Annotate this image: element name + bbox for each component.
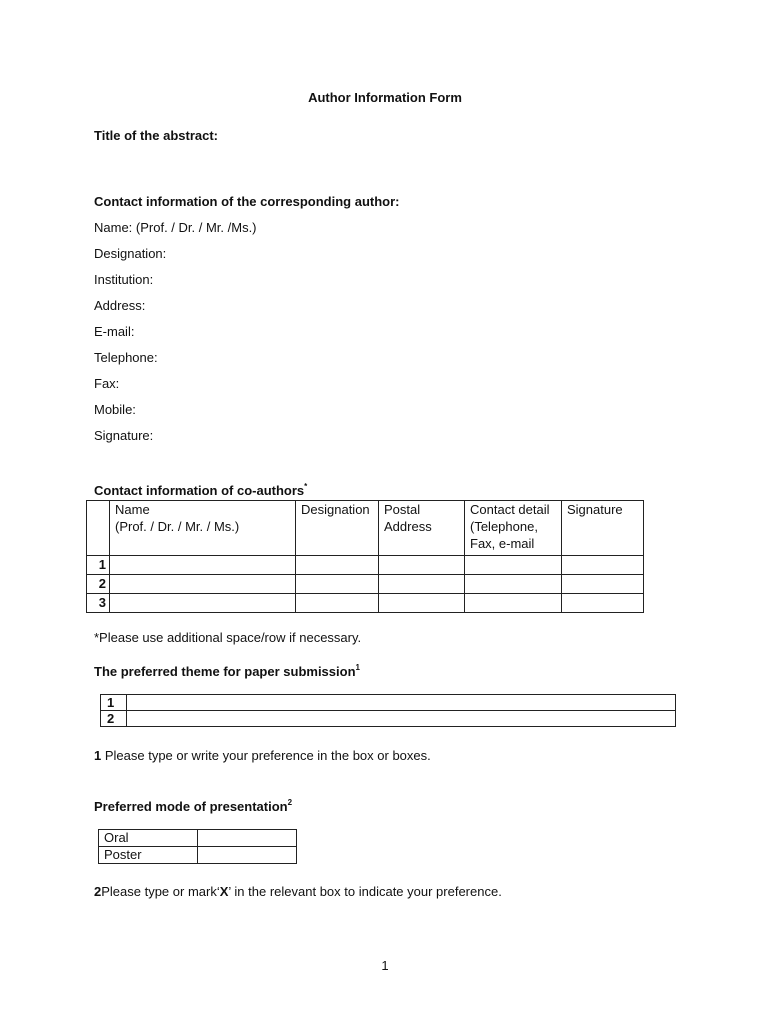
mobile-field-label: Mobile: (94, 402, 136, 417)
coauthors-note: *Please use additional space/row if necessary. (94, 630, 362, 645)
coauthors-footnote-mark: * (304, 482, 308, 491)
coauthor-address-cell[interactable] (379, 575, 465, 594)
mode-note-number: 2 (94, 884, 102, 899)
postal-address-column-header (379, 501, 465, 556)
contact-header-line3: Fax, e-mail (470, 536, 535, 551)
row-number: 3 (87, 594, 110, 613)
mode-note (94, 884, 502, 899)
mode-note-pre: Please type or mark‘ (101, 884, 220, 899)
mode-heading (94, 799, 292, 814)
coauthor-contact-cell[interactable] (465, 556, 562, 575)
name-column-header (110, 501, 296, 556)
abstract-title-label: Title of the abstract: (94, 128, 219, 143)
coauthor-contact-cell[interactable] (465, 575, 562, 594)
oral-option-label: Oral (99, 830, 198, 847)
poster-option-label: Poster (99, 847, 198, 864)
theme-note (94, 748, 431, 763)
coauthor-designation-cell[interactable] (296, 575, 379, 594)
table-row (99, 847, 297, 864)
theme-preference-cell[interactable] (127, 711, 676, 727)
coauthor-signature-cell[interactable] (562, 594, 644, 613)
poster-option-box[interactable] (198, 847, 297, 864)
coauthor-signature-cell[interactable] (562, 575, 644, 594)
table-row (87, 594, 644, 613)
contact-header-line1: Contact detail (470, 502, 550, 517)
theme-note-text: Please type or write your preference in the box or boxes. (101, 748, 431, 763)
table-row (87, 575, 644, 594)
signature-field-label: Signature: (94, 428, 154, 443)
email-field-label: E-mail: (94, 324, 135, 339)
coauthors-table (86, 500, 644, 613)
coauthor-name-cell[interactable] (110, 594, 296, 613)
coauthors-header-row (87, 501, 644, 556)
postal-header-line1: Postal (384, 502, 421, 517)
row-number: 1 (87, 556, 110, 575)
table-row (101, 711, 676, 727)
mode-heading-text: Preferred mode of presentation (94, 799, 288, 814)
coauthor-contact-cell[interactable] (465, 594, 562, 613)
page-number: 1 (381, 958, 389, 973)
table-row (101, 695, 676, 711)
theme-table (100, 694, 676, 727)
row-number-header (87, 501, 110, 556)
table-row (99, 830, 297, 847)
name-header-line1: Name (115, 502, 150, 517)
contact-detail-column-header (465, 501, 562, 556)
corresponding-author-heading: Contact information of the corresponding author: (94, 194, 400, 209)
institution-field-label: Institution: (94, 272, 154, 287)
theme-preference-cell[interactable] (127, 695, 676, 711)
row-number: 2 (87, 575, 110, 594)
designation-column-header: Designation (296, 501, 379, 556)
coauthor-designation-cell[interactable] (296, 556, 379, 575)
oral-option-box[interactable] (198, 830, 297, 847)
name-header-line2: (Prof. / Dr. / Mr. / Ms.) (115, 519, 240, 534)
mode-note-x: X (219, 884, 229, 899)
signature-column-header: Signature (562, 501, 644, 556)
coauthor-address-cell[interactable] (379, 594, 465, 613)
coauthors-heading-text: Contact information of co-authors (94, 483, 305, 498)
coauthor-name-cell[interactable] (110, 556, 296, 575)
contact-header-line2: (Telephone, (470, 519, 538, 534)
theme-heading-text: The preferred theme for paper submission (94, 664, 356, 679)
coauthor-signature-cell[interactable] (562, 556, 644, 575)
coauthor-designation-cell[interactable] (296, 594, 379, 613)
coauthor-address-cell[interactable] (379, 556, 465, 575)
coauthors-heading (94, 483, 307, 498)
mode-footnote-mark: 2 (287, 798, 293, 807)
theme-row-number: 1 (101, 695, 127, 711)
form-title: Author Information Form (308, 90, 462, 105)
theme-row-number: 2 (101, 711, 127, 727)
postal-header-line2: Address (384, 519, 432, 534)
fax-field-label: Fax: (94, 376, 120, 391)
mode-note-post: ’ in the relevant box to indicate your preference. (228, 884, 502, 899)
table-row (87, 556, 644, 575)
theme-note-number: 1 (94, 748, 102, 763)
coauthor-name-cell[interactable] (110, 575, 296, 594)
name-field-label: Name: (Prof. / Dr. / Mr. /Ms.) (94, 220, 257, 235)
mode-table (98, 829, 297, 864)
designation-field-label: Designation: (94, 246, 167, 261)
telephone-field-label: Telephone: (94, 350, 158, 365)
theme-footnote-mark: 1 (355, 663, 360, 672)
theme-heading (94, 664, 360, 679)
address-field-label: Address: (94, 298, 146, 313)
